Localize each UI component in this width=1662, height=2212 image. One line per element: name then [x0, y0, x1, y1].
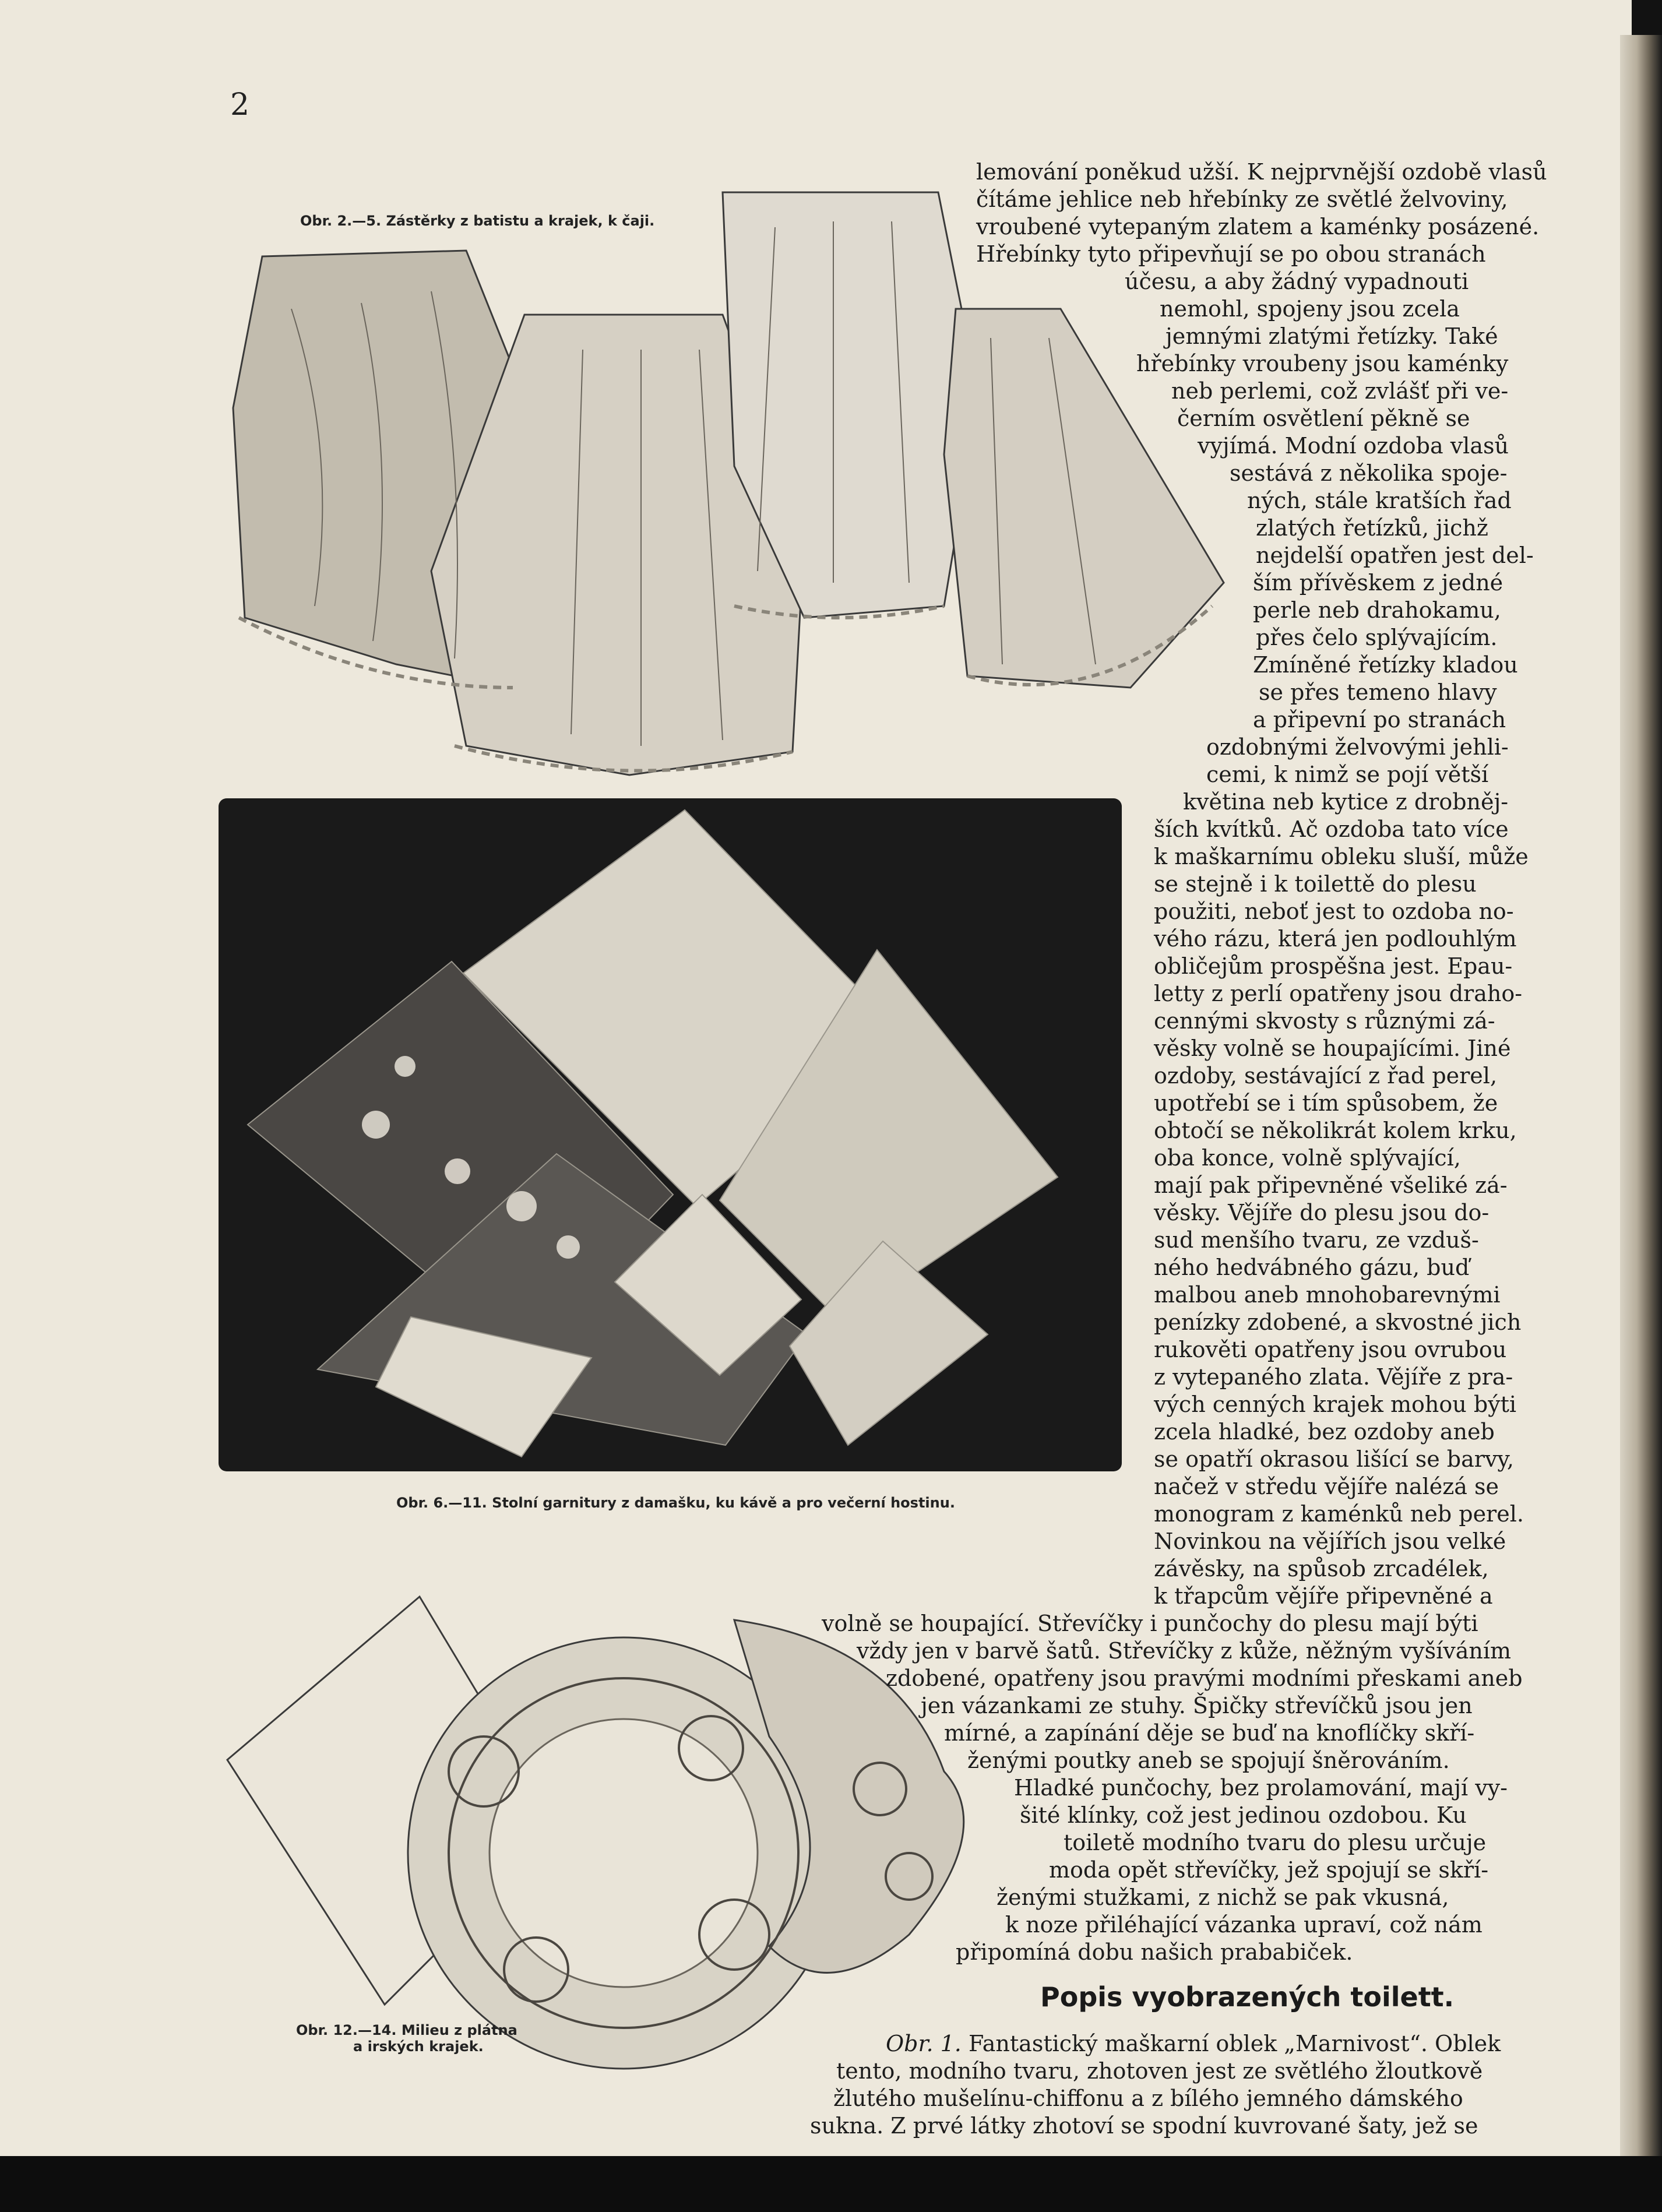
figure-reference: Obr. 1. — [886, 2031, 962, 2056]
text-line: účesu, a aby žádný vypadnouti — [1125, 269, 1469, 294]
text-line: rukověti opatřeny jsou ovrubou — [1154, 1337, 1507, 1362]
text-line: toiletě modního tvaru do plesu určuje — [1064, 1830, 1487, 1855]
page-number: 2 — [230, 87, 250, 122]
text-line: moda opět střevíčky, jež spojují se skří- — [1049, 1857, 1489, 1883]
text-line: letty z perlí opatřeny jsou draho- — [1154, 981, 1523, 1006]
description-line-4: sukna. Z prvé látky zhotoví se spodní kuvrované šaty, jež se — [810, 2113, 1478, 2139]
text-line: vého rázu, která jen podlouhlým — [1154, 926, 1517, 952]
text-line: penízky zdobené, a skvostné jich — [1154, 1309, 1522, 1335]
text-line: použiti, neboť jest to ozdoba no- — [1154, 899, 1514, 924]
text-line: Zmíněné řetízky kladou — [1253, 652, 1518, 678]
text-line: k třapcům vějíře připevněné a — [1154, 1583, 1493, 1609]
text-line: ozdobnými želvovými jehli- — [1206, 734, 1509, 760]
text-line: a připevní po stranách — [1253, 707, 1506, 732]
text-line: černím osvětlení pěkně se — [1177, 406, 1470, 431]
text-line: věsky volně se houpajícími. Jiné — [1154, 1035, 1511, 1061]
text-line: Hladké punčochy, bez prolamování, mají vy- — [1014, 1775, 1508, 1801]
text-line: obtočí se několikrát kolem krku, — [1154, 1118, 1517, 1143]
text-line: sud menšího tvaru, ze vzduš- — [1154, 1227, 1479, 1253]
scan-bottom-border — [0, 2156, 1662, 2212]
text-line: cennými skvosty s různými zá- — [1154, 1008, 1495, 1034]
text-line: k maškarnímu obleku sluší, může — [1154, 844, 1529, 869]
text-line: vždy jen v barvě šatů. Střevíčky z kůže, něžným vyšíváním — [857, 1638, 1512, 1664]
text-line: obličejům prospěšna jest. Epau- — [1154, 953, 1513, 979]
text-line: ných, stále kratších řad — [1247, 488, 1512, 513]
description-line-1-text: Fantastický maškarní oblek „Marnivost“. Oblek — [968, 2031, 1501, 2056]
text-line: nejdelší opatřen jest del- — [1256, 543, 1534, 568]
text-line: ženými poutky aneb se spojují šněrováním. — [967, 1748, 1450, 1773]
text-line: vých cenných krajek mohou býti — [1154, 1392, 1517, 1417]
text-line: malbou aneb mnohobarevnými — [1154, 1282, 1501, 1308]
text-line: cemi, k nimž se pojí větší — [1206, 762, 1489, 787]
text-line: Novinkou na vějířích jsou velké — [1154, 1528, 1506, 1554]
text-line: přes čelo splývajícím. — [1256, 625, 1498, 650]
text-line: zlatých řetízků, jichž — [1256, 515, 1488, 541]
text-line: závěsky, na spůsob zrcadélek, — [1154, 1556, 1489, 1581]
text-line: načež v středu vějíře nalézá se — [1154, 1474, 1499, 1499]
text-line: zdobené, opatřeny jsou pravými modními přeskami aneb — [886, 1665, 1523, 1691]
text-line: se přes temeno hlavy — [1259, 679, 1497, 705]
text-line: věsky. Vějíře do plesu jsou do- — [1154, 1200, 1490, 1225]
text-line: zcela hladké, bez ozdoby aneb — [1154, 1419, 1495, 1445]
text-line: ženými stužkami, z nichž se pak vkusná, — [997, 1885, 1449, 1910]
text-line: sestává z několika spoje- — [1230, 460, 1508, 486]
text-line: vyjímá. Modní ozdoba vlasů — [1198, 433, 1509, 459]
text-line: ného hedvábného gázu, buď — [1154, 1255, 1470, 1280]
description-line-3: žlutého mušelínu-chiffonu a z bílého jemného dámského — [833, 2086, 1463, 2111]
text-line: hřebínky vroubeny jsou kaménky — [1136, 351, 1509, 376]
text-line: mají pak připevněné všeliké zá- — [1154, 1172, 1508, 1198]
text-line: ších kvítků. Ač ozdoba tato více — [1154, 816, 1509, 842]
text-line: ším přívěskem z jedné — [1253, 570, 1503, 596]
caption-fig-12-14-line2: a irských krajek. — [353, 2038, 484, 2055]
text-line: šité klínky, což jest jedinou ozdobou. Ku — [1020, 1802, 1467, 1828]
text-line: upotřebí se i tím spůsobem, že — [1154, 1090, 1498, 1116]
text-line: monogram z kaménků neb perel. — [1154, 1501, 1524, 1527]
text-line: květina neb kytice z drobněj- — [1183, 789, 1509, 815]
text-line: se opatří okrasou lišící se barvy, — [1154, 1446, 1514, 1472]
text-line: nemohl, spojeny jsou zcela — [1160, 296, 1460, 322]
text-line: mírné, a zapínání děje se buď na knoflíčky skří- — [944, 1720, 1475, 1746]
caption-fig-6-11: Obr. 6.—11. Stolní garnitury z damašku, ku kávě a pro večerní hostinu. — [396, 1495, 955, 1511]
text-line: jen vázankami ze stuhy. Špičky střevíčků jsou jen — [921, 1693, 1473, 1718]
text-line: se stejně i k toilettě do plesu — [1154, 871, 1477, 897]
text-line: volně se houpající. Střevíčky i punčochy do plesu mají býti — [822, 1611, 1478, 1636]
text-line: připomíná dobu našich prababiček. — [956, 1939, 1353, 1965]
description-line-2: tento, modního tvaru, zhotoven jest ze světlého žloutkově — [836, 2058, 1483, 2084]
text-line: vroubené vytepaným zlatem a kaménky posázené. — [976, 214, 1540, 239]
text-line: z vytepaného zlata. Vějíře z pra- — [1154, 1364, 1513, 1390]
caption-fig-12-14-line1: Obr. 12.—14. Milieu z plátna — [296, 2022, 517, 2038]
text-line: k noze přiléhající vázanka upraví, což nám — [1005, 1912, 1483, 1938]
text-line: lemování poněkud užší. K nejprvnější ozdobě vlasů — [976, 159, 1547, 185]
section-heading: Popis vyobrazených toilett. — [1040, 1981, 1455, 2013]
text-line: oba konce, volně splývající, — [1154, 1145, 1461, 1171]
description-line-1 — [886, 2030, 1501, 2058]
caption-fig-2-5: Obr. 2.—5. Zástěrky z batistu a krajek, k čaji. — [300, 213, 655, 229]
text-line: čítáme jehlice neb hřebínky ze světlé želvoviny, — [976, 186, 1508, 212]
text-line: neb perlemi, což zvlášť při ve- — [1171, 378, 1509, 404]
text-line: jemnými zlatými řetízky. Také — [1165, 323, 1498, 349]
text-line: ozdoby, sestávající z řad perel, — [1154, 1063, 1498, 1089]
text-line: perle neb drahokamu, — [1253, 597, 1501, 623]
text-line: Hřebínky tyto připevňují se po obou stranách — [976, 241, 1486, 267]
